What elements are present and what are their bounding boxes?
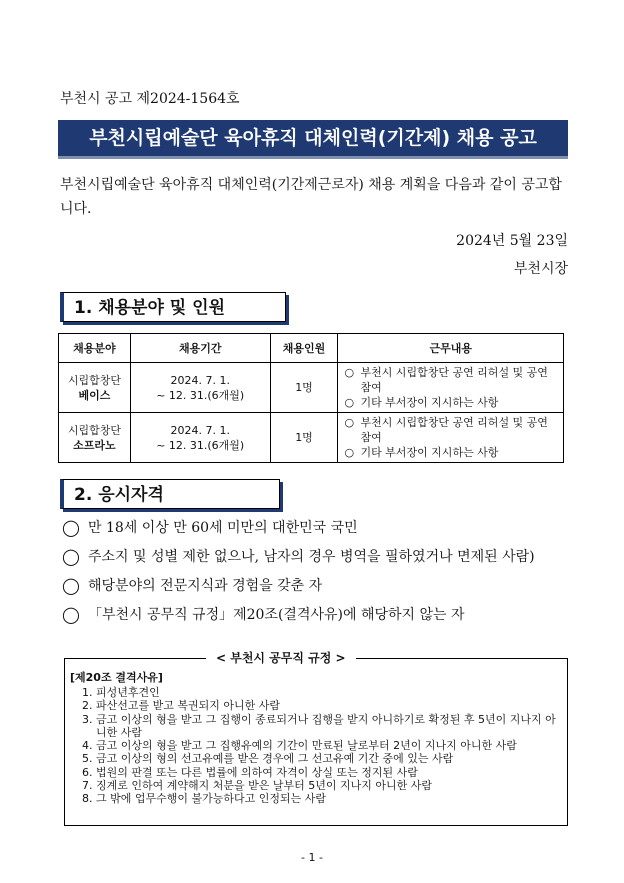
duty-item: ○ 부천시 시립합창단 공연 리허설 및 공연 참여 bbox=[344, 416, 548, 444]
circle-bullet-icon: ◯ bbox=[62, 605, 80, 624]
field-cell bbox=[59, 363, 131, 413]
page-title: 부천시립예술단 육아휴직 대체인력(기간제) 채용 공고 bbox=[58, 120, 568, 156]
list-item: 8. 그 밖에 업무수행이 불가능하다고 인정되는 사람 bbox=[82, 792, 327, 806]
regulation-heading: [제20조 결격사유] bbox=[70, 671, 163, 684]
column-header: 채용인원 bbox=[270, 334, 338, 363]
field-group: 시립합창단 bbox=[67, 423, 121, 437]
list-item: ◯ 주소지 및 성별 제한 없으나, 남자의 경우 병역을 필하였거나 면제된 사람) bbox=[62, 544, 572, 570]
duty-item: ○ 부천시 시립합창단 공연 리허설 및 공연 참여 bbox=[344, 366, 548, 394]
count-cell: 1명 bbox=[270, 413, 338, 463]
duty-item: ○ 기타 부서장이 지시하는 사항 bbox=[344, 446, 499, 459]
list-item: ◯ 「부천시 공무직 규정」제20조(결격사유)에 해당하지 않는 자 bbox=[62, 602, 572, 628]
announcement-date: 2024년 5월 23일 bbox=[456, 233, 568, 249]
list-item: 3. 금고 이상의 형을 받고 그 집행이 종료되거나 집행을 받지 아니하기로 확정된 후 5년이 지나지 아니한 사람 bbox=[82, 712, 556, 739]
circle-bullet-icon: ○ bbox=[344, 366, 355, 379]
list-item: 4. 금고 이상의 형을 받고 그 집행유예의 기간이 만료된 날로부터 2년이 지나지 아니한 사람 bbox=[82, 739, 517, 753]
page-number: - 1 - bbox=[301, 851, 323, 864]
notice-number: 부천시 공고 제2024-1564호 bbox=[60, 91, 240, 107]
duty-item: ○ 기타 부서장이 지시하는 사항 bbox=[344, 396, 499, 409]
signer: 부천시장 bbox=[513, 261, 568, 277]
field-part: 베이스 bbox=[78, 388, 111, 402]
circle-bullet-icon: ◯ bbox=[62, 547, 80, 566]
table-header-row bbox=[59, 334, 564, 363]
qualification-list bbox=[62, 515, 572, 631]
table-row bbox=[59, 363, 564, 413]
section-heading-qualification: 2. 응시자격 bbox=[60, 479, 280, 509]
table-row bbox=[59, 413, 564, 463]
recruitment-table bbox=[58, 333, 564, 463]
column-header: 근무내용 bbox=[338, 334, 564, 363]
circle-bullet-icon: ○ bbox=[344, 416, 355, 429]
field-group: 시립합창단 bbox=[67, 373, 121, 387]
list-item: ◯ 만 18세 이상 만 60세 미만의 대한민국 국민 bbox=[62, 515, 572, 541]
section-heading-recruitment: 1. 채용분야 및 인원 bbox=[60, 292, 286, 322]
duty-cell bbox=[338, 413, 564, 463]
field-part: 소프라노 bbox=[73, 438, 116, 452]
period-start: 2024. 7. 1. bbox=[170, 373, 230, 387]
list-item: 2. 파산선고를 받고 복권되지 아니한 사람 bbox=[82, 699, 281, 713]
list-item: ◯ 해당분야의 전문지식과 경험을 갖춘 자 bbox=[62, 573, 572, 599]
circle-bullet-icon: ◯ bbox=[62, 576, 80, 595]
regulation-title: < 부천시 공무직 규정 > bbox=[206, 649, 356, 666]
column-header: 채용분야 bbox=[59, 334, 131, 363]
period-end: ~ 12. 31.(6개월) bbox=[156, 438, 245, 452]
intro-paragraph: 부천시립예술단 육아휴직 대체인력(기간제근로자) 채용 계획을 다음과 같이 공고합니다. bbox=[60, 177, 562, 217]
period-start: 2024. 7. 1. bbox=[170, 423, 230, 437]
circle-bullet-icon: ◯ bbox=[62, 518, 80, 537]
period-end: ~ 12. 31.(6개월) bbox=[156, 388, 245, 402]
disqualification-list bbox=[82, 686, 566, 806]
list-item: 1. 피성년후견인 bbox=[82, 686, 160, 699]
field-cell bbox=[59, 413, 131, 463]
circle-bullet-icon: ○ bbox=[344, 446, 355, 459]
circle-bullet-icon: ○ bbox=[344, 396, 355, 409]
column-header: 채용기간 bbox=[130, 334, 270, 363]
list-item: 7. 징계로 인하여 계약해지 처분을 받은 날부터 5년이 지나지 아니한 사람 bbox=[82, 779, 432, 793]
list-item: 6. 법원의 판결 또는 다른 법률에 의하여 자격이 상실 또는 정지된 사람 bbox=[82, 765, 418, 779]
list-item: 5. 금고 이상의 형의 선고유예를 받은 경우에 그 선고유예 기간 중에 있는 사람 bbox=[82, 752, 454, 766]
period-cell bbox=[130, 413, 270, 463]
period-cell bbox=[130, 363, 270, 413]
duty-cell bbox=[338, 363, 564, 413]
count-cell: 1명 bbox=[270, 363, 338, 413]
